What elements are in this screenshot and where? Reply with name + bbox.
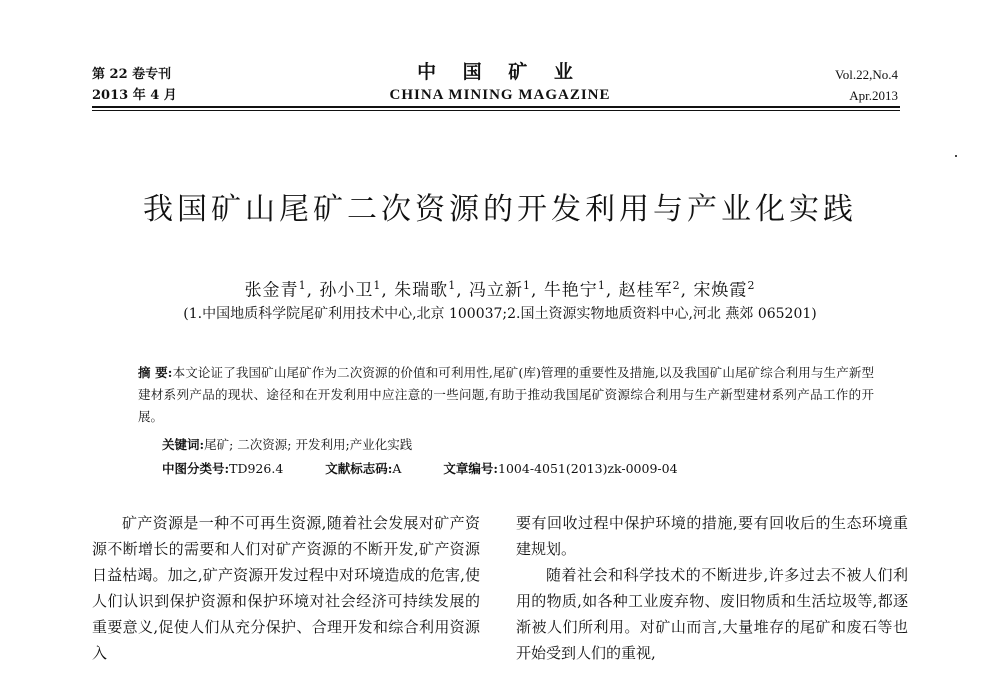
author: 宋焕霞 [693,280,748,301]
doc-code-value: A [392,461,402,476]
date-cn: 2013 年 4 月 [92,88,177,103]
affiliations: (1.中国地质科学院尾矿利用技术中心,北京 100037;2.国土资源实物地质资料中心,河北 燕郊 065201) [183,306,817,322]
author: 孙小卫 [319,280,374,301]
abstract-text: 本文论证了我国矿山尾矿作为二次资源的价值和可利用性,尾矿(库)管理的重要性及措施,以及我国矿山尾矿综合利用与生产新型建材系列产品的现状、途径和在开发利用中应注意的一些问题,有助于推动我国尾矿资源综合利用与生产新型建材系列产品工作的开展。 [138,365,875,424]
header-rule [92,106,900,108]
header-volume-date-en [835,64,898,106]
author: 张金青 [244,280,299,301]
abstract-label: 摘 要: [138,365,173,380]
paragraph: 要有回收过程中保护环境的措施,要有回收后的生态环境重建规划。 [516,514,908,558]
article-no-label: 文章编号: [443,461,499,476]
article-no-value: 1004-4051(2013)zk-0009-04 [498,461,678,476]
scan-speck [955,155,957,157]
keywords-label: 关键词: [162,437,205,452]
keywords-text: 尾矿; 二次资源; 开发利用;产业化实践 [204,437,413,452]
journal-name [360,60,640,106]
doc-code-label: 文献标志码: [325,461,393,476]
keywords [162,434,412,456]
body-column-right [516,510,908,666]
author: 牛艳宁 [543,280,598,301]
journal-name-en: CHINA MINING MAGAZINE [389,87,611,103]
abstract [138,362,874,428]
paragraph: 随着社会和科学技术的不断进步,许多过去不被人们利用的物质,如各种工业废弃物、废旧物质和生活垃圾等,都逐渐被人们所利用。对矿山而言,大量堆存的尾矿和废石等也开始受到人们的重视, [516,566,908,662]
date-en: Apr.2013 [849,88,898,103]
body-column-left [92,510,480,666]
header-rule-thin [92,110,900,111]
clc-value: TD926.4 [229,461,284,476]
clc-label: 中图分类号: [162,461,230,476]
author: 赵桂军 [618,280,673,301]
volume-cn: 第 22 卷专刊 [92,67,172,82]
classification-line [162,458,716,480]
header-volume-date [92,64,177,106]
author: 冯立新 [469,280,523,301]
paragraph: 矿产资源是一种不可再生资源,随着社会发展对矿产资源不断增长的需要和人们对矿产资源的不断开发,矿产资源日益枯竭。加之,矿产资源开发过程中对环境造成的危害,使人们认识到保护资源和保护环境对社会经济可持续发展的重要意义,促使人们从充分保护、合理开发和综合利用资源入 [92,514,480,662]
journal-name-cn: 中 国 矿 业 [417,61,583,83]
article-title: 我国矿山尾矿二次资源的开发利用与产业化实践 [143,192,857,227]
author: 朱瑞歌 [394,280,449,301]
volume-en: Vol.22,No.4 [835,67,898,82]
author-list: 张金青$^1$, 孙小卫$^1$, 朱瑞歌$^1$, 冯立新$^1$, 牛艳宁$^1$, 赵桂军$^2$, 宋焕霞$^2$ [244,279,756,301]
